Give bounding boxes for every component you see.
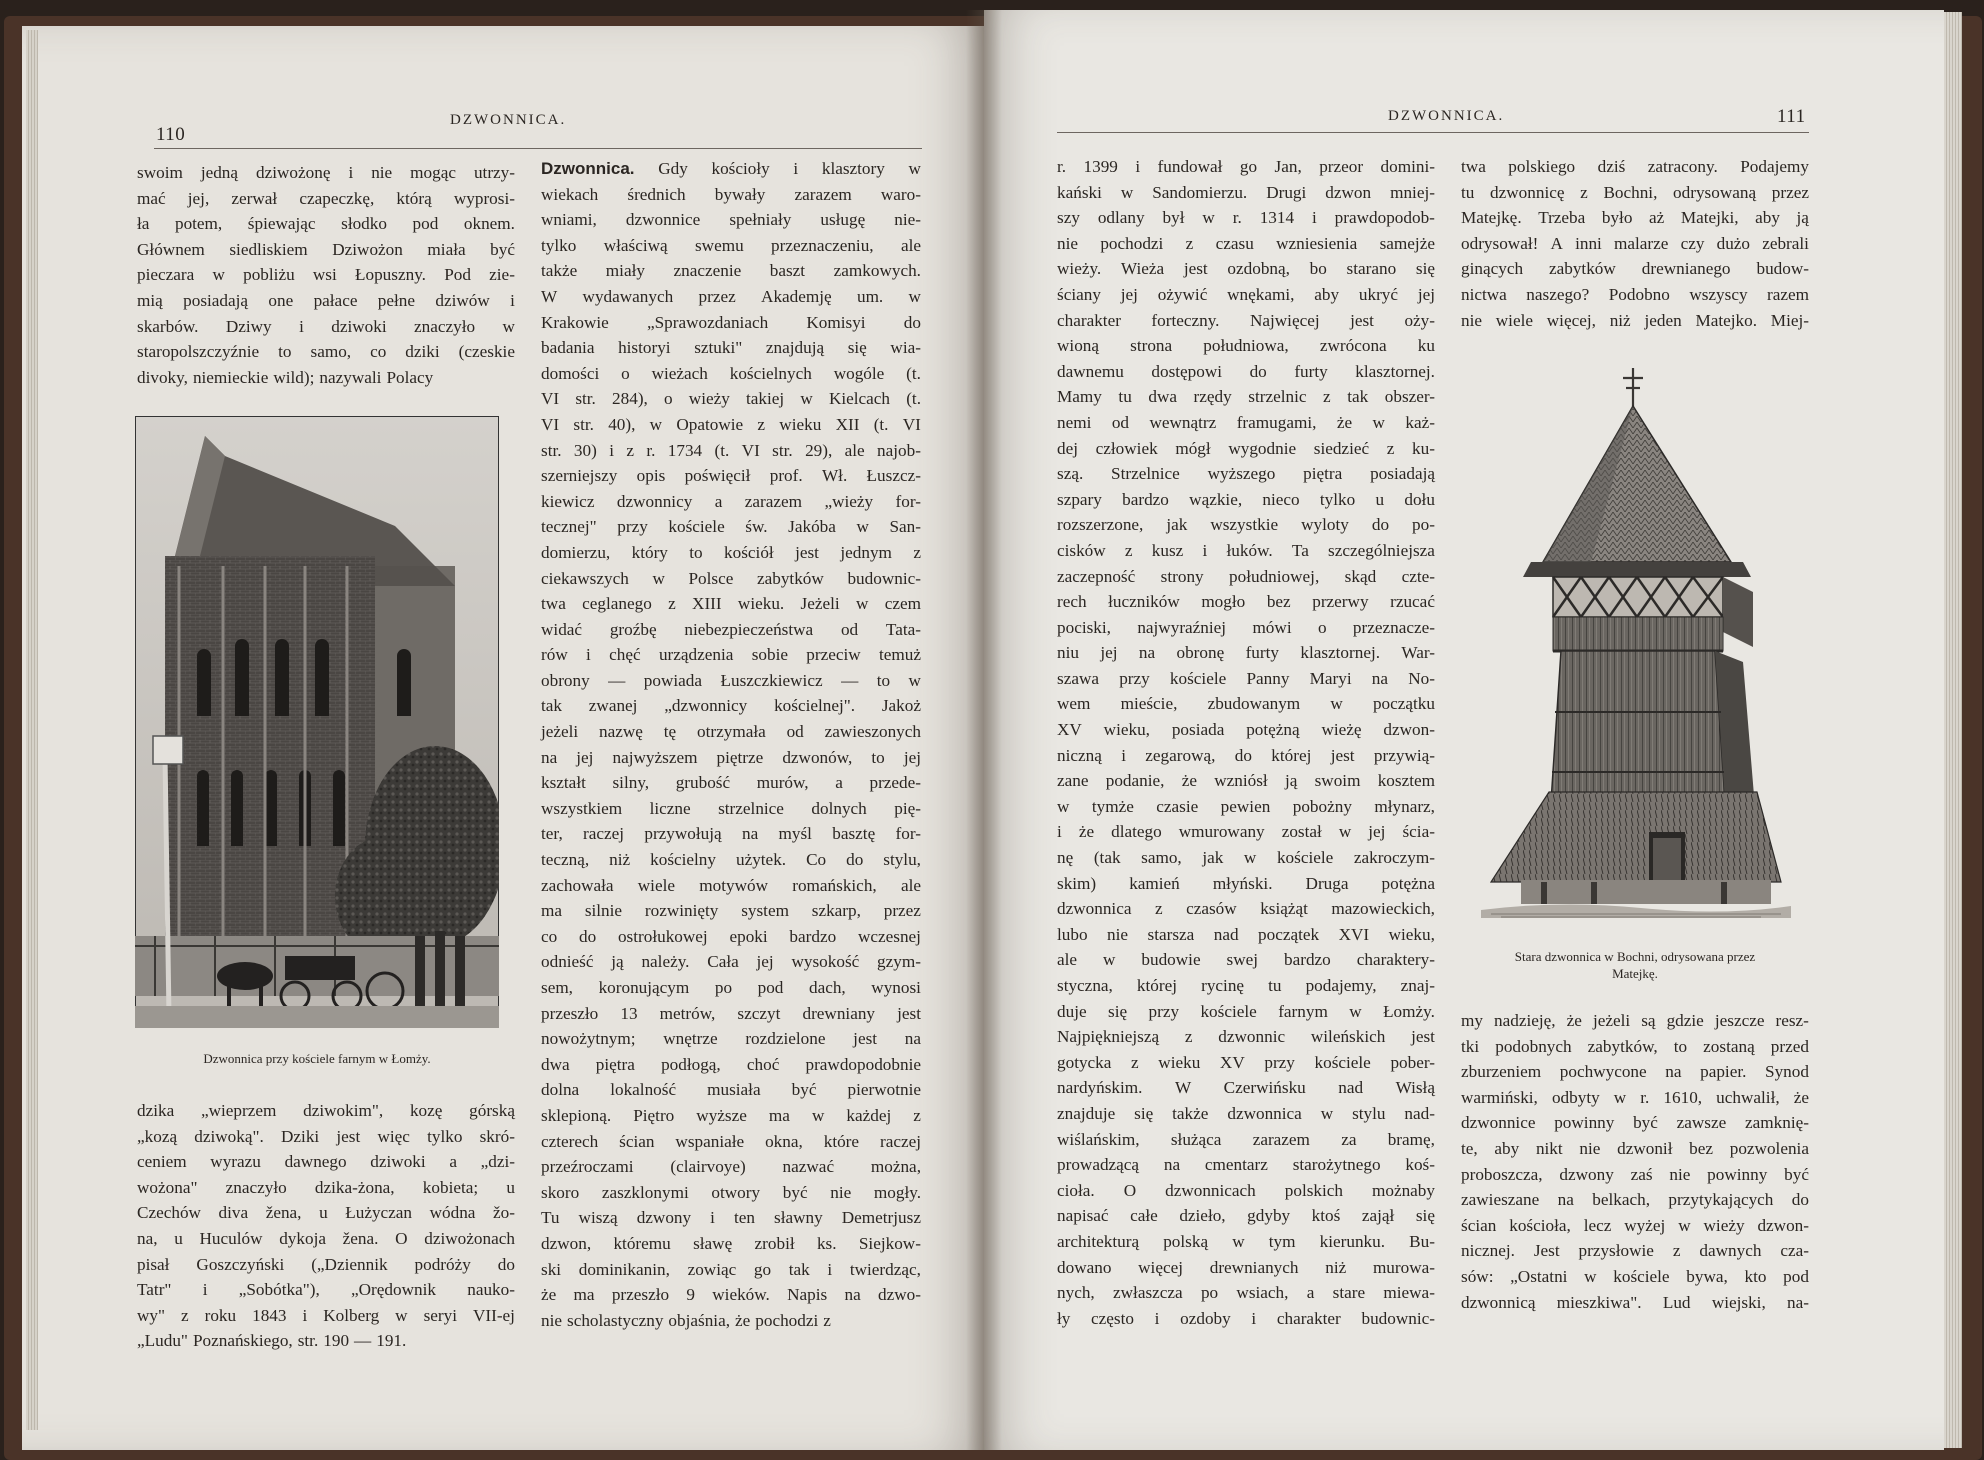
text-line: nie pochodzi z czasu wzniesienia samejże [1057, 233, 1435, 253]
text-line: wszystkiem liczne strzelnice dolnych pię- [541, 798, 921, 818]
text-line: niu jej na obronę furty klasztornej. War- [1057, 643, 1435, 663]
text-line: ma silnie rozwinięty system szkarp, przez [541, 901, 921, 921]
text-line: kształt silny, grubość murów, a przede- [541, 773, 921, 793]
text-line: sów: „Ostatni w kościele bywa, kto pod [1461, 1266, 1809, 1286]
text-line: nemi od wewnątrz framugami, że w każ- [1057, 412, 1435, 432]
text-line: staropolszczyźnie to samo, co dziki (czeskie [137, 342, 515, 362]
text-line: mać jej, zerwał czapeczkę, którą wyprosi- [137, 188, 515, 208]
text-line: Matejkę. Trzeba było aż Matejki, aby ją [1461, 208, 1809, 228]
text-line: my nadzieję, że jeżeli są gdzie jeszcze resz- [1461, 1011, 1809, 1030]
book-gutter [966, 10, 1002, 1450]
text-line: swoim jedną dziwożonę i nie mogąc utrzy- [137, 163, 515, 182]
text-line: Czechów diva žena, u Łużyczan wódna žo- [137, 1203, 515, 1223]
text-line: skoro zaszklonymi otwory być nie mogły. [541, 1182, 921, 1202]
text-line: tak zwanej „dzwonnicy kościelnej". Jakoż [541, 696, 921, 716]
text-line: rozszerzone, jak wszystkie wyloty do po- [1057, 515, 1435, 535]
text-line: dzika „wieprzem dziwokim", kozę górską [137, 1101, 515, 1120]
text-line: wożona" znaczyło dzika-żona, kobieta; u [137, 1177, 515, 1197]
text-line: domierzu, który to kościół jest jednym z [541, 542, 921, 562]
text-line: warmiński, odbyty w r. 1610, uchwalił, że [1461, 1087, 1809, 1107]
text-line: ciekawszych w Polsce zabytków budownic- [541, 568, 921, 588]
text-line: wiślańskim, służąca zarazem za bramę, [1057, 1129, 1435, 1149]
text-line: wiekach średnich bywały zarazem waro- [541, 184, 921, 204]
text-line: twa ceglanego z XIII wieku. Jeżeli w czem [541, 594, 921, 614]
text-line: znajduje się także dzwonnica w stylu nad- [1057, 1103, 1435, 1123]
text-line: W wydawanych przez Akademję um. w [541, 286, 921, 306]
header-rule-left [154, 148, 922, 149]
text-line: kiewicz dzwonnicy a zarazem „wieży for- [541, 491, 921, 511]
text-line: wem mieście, zbudowanym w początku [1057, 694, 1435, 714]
text-line: że ma przeszło 9 wieków. Napis na dzwo- [541, 1285, 921, 1305]
text-line: na, u Huculów dykoja žena. O dziwożonach [137, 1228, 515, 1248]
text-line: te, aby nikt nie dzwonił bez pozwolenia [1461, 1138, 1809, 1158]
left-column-1-top [137, 160, 515, 390]
text-line: cioła. O dzwonnicach polskich możnaby [1057, 1180, 1435, 1200]
text-line: nardyńskim. W Czerwińsku nad Wisłą [1057, 1078, 1435, 1098]
text-line: szerniejszy opis poświęcił prof. Wł. Łuszcz- [541, 466, 921, 486]
text-line: ale w budowie swej bardzo charaktery- [1057, 950, 1435, 970]
text-line: str. 30) i z r. 1734 (t. VI str. 29), ale najob- [541, 440, 921, 460]
text-line: zachowała wiele motywów romańskich, ale [541, 875, 921, 895]
text-line: „Ludu" Poznańskiego, str. 190 — 191. [137, 1331, 407, 1351]
text-line: lubo nie starsza nad początek XVI wieku, [1057, 924, 1435, 944]
text-line: charakter forteczny. Najwięcej jest oży- [1057, 310, 1435, 330]
text-line: dzwon, któremu sławę zrobił ks. Siejkow- [541, 1233, 921, 1253]
page-edges-left [26, 30, 38, 1430]
text-line: dzwonnica z czasów książąt mazowieckich, [1057, 899, 1435, 919]
running-head-left: DZWONNICA. [450, 112, 567, 128]
text-line: wy" z roku 1843 i Kolberg w seryi VII-ej [137, 1305, 515, 1325]
right-column-2-bottom [1461, 1008, 1809, 1315]
text-line: prowadzącą na cmentarz starożytnego koś- [1057, 1155, 1435, 1175]
article-heading: Dzwonnica. [541, 159, 635, 178]
text-line: pieczara w pobliżu wsi Łopuszny. Pod zie- [137, 265, 515, 285]
text-line: wioną strona południowa, zwrócona ku [1057, 336, 1435, 356]
text-line: ceniem wyrazu dawnego dziwoki a „dzi- [137, 1152, 515, 1172]
text-line: sem, koronującym po pod dach, wynosi [541, 978, 921, 997]
text-line: dzwonnicą mieszkiwa". Lud wiejski, na- [1461, 1292, 1809, 1312]
text-line: dej człowiek mógł wygodnie siedzieć z ku- [1057, 438, 1435, 458]
text-line: tecznej" przy kościele św. Jakóba w San- [541, 517, 921, 537]
text-line: niczną i zegarową, do której jest przywią- [1057, 745, 1435, 765]
lomza-tower-illustration [135, 416, 499, 1028]
text-line: Tu wiszą dzwony i ten sławny Demetrjusz [541, 1208, 921, 1228]
text-line: styczna, której rycinę tu podajemy, znaj- [1057, 976, 1435, 995]
text-line: tylko właściwą swemu przeznaczeniu, ale [541, 235, 921, 255]
text-line: r. 1399 i fundował go Jan, przeor domini- [1057, 157, 1435, 176]
text-line: szpary bardzo wązkie, nieco tylko u dołu [1057, 489, 1435, 509]
text-line: skim) kamień młyński. Druga potężna [1057, 873, 1435, 893]
text-line: jeżeli nazwę tę otrzymała od zawieszonych [541, 722, 921, 742]
text-line: mią posiadają one pałace pełne dziwów i [137, 290, 515, 310]
text-line: dawnemu dostępowi do furty klasztornej. [1057, 361, 1435, 381]
text-line: na jej najwyższem piętrze dzwonów, to jej [541, 747, 921, 767]
text-line: skarbów. Dziwy i dziwoki znaczyło w [137, 316, 515, 336]
text-line: dwa piętra podłogą, choć prawdopodobnie [541, 1054, 921, 1074]
text-line: ścian kościoła, lecz wyżej w wieży dzwon- [1461, 1215, 1809, 1235]
text-line: odrysował! A inni malarze czy dużo zebrali [1461, 233, 1809, 253]
text-line: ter, raczej przywołują na myśl basztę for- [541, 824, 921, 844]
text-line: ły często i ozdoby i charakter budownic- [1057, 1308, 1435, 1328]
running-head-right: DZWONNICA. [1388, 108, 1505, 124]
text-line: kański w Sandomierzu. Drugi dzwon mniej- [1057, 182, 1435, 202]
text-line: rech łuczników mogło bez przerwy rzucać [1057, 592, 1435, 612]
text-line: szy odlany był w r. 1314 i prawdopodob- [1057, 208, 1435, 228]
right-column-1 [1057, 154, 1435, 1331]
text-line: gotycka z wieku XV przy kościele pober- [1057, 1052, 1435, 1072]
text-line: ginących zabytków drewnianego budow- [1461, 259, 1809, 279]
header-rule-right [1057, 132, 1809, 133]
text-line: Dzwonnica. Gdy kościoły i klasztory w [541, 156, 921, 182]
text-line: ski dominikanin, zowiąc go tak i twierdząc, [541, 1259, 921, 1279]
text-line: widać groźbę niebezpieczeństwa od Tata- [541, 619, 921, 639]
text-line: architekturą polską w tym kierunku. Bu- [1057, 1231, 1435, 1251]
text-line: rów i chęć urządzenia sobie przeciw temuż [541, 645, 921, 665]
bochnia-caption-line-1: Stara dzwonnica w Bochni, odrysowana przez [1514, 949, 1756, 964]
text-line: teczną, niż kościelny użytek. Co do stylu, [541, 850, 921, 870]
lomza-figure-caption: Dzwonnica przy kościele farnym w Łomży. [203, 1051, 431, 1066]
text-line: Krakowie „Sprawozdaniach Komisyi do [541, 312, 921, 332]
right-column-2-top [1461, 154, 1809, 333]
text-line: nę (tak samo, jak w kościele zakroczym- [1057, 848, 1435, 868]
text-line: szą. Strzelnice wyższego piętra posiadają [1057, 464, 1435, 484]
text-line: VI str. 40), w Opatowie z wieku XII (t. VI [541, 414, 921, 434]
text-line: szawa przy kościele Panny Maryi na No- [1057, 668, 1435, 688]
text-line: zburzeniem pochwycone na papier. Synod [1461, 1062, 1809, 1082]
text-line: nie scholastyczny objaśnia, że pochodzi z [541, 1310, 831, 1330]
text-line: nowożytnym; wnętrze rozdzielone jest na [541, 1029, 921, 1049]
text-line: ściany jej ożywić wnękami, aby ukryć jej [1057, 284, 1435, 304]
text-line: twa polskiego dziś zatracony. Podajemy [1461, 157, 1809, 176]
text-line: divoky, niemieckie wild); nazywali Polacy [137, 367, 434, 387]
text-line: zawieszane na belkach, przytykających do [1461, 1190, 1809, 1210]
text-line: obrony — powiada Łuszczkiewicz — to w [541, 670, 921, 690]
page-number-left: 110 [156, 124, 186, 145]
text-line: wieży. Wieża jest ozdobną, bo starano się [1057, 259, 1435, 279]
text-line: tki podobnych zabytków, to zostaną przed [1461, 1036, 1809, 1056]
text-line: pisał Goszczyński („Dziennik podróży do [137, 1254, 515, 1274]
bochnia-caption-line-2: Matejkę. [1612, 966, 1658, 981]
text-line: „kozą dziwoką". Dziki jest więc tylko skró- [137, 1126, 515, 1146]
text-line: wniami, dzwonnice spełniały usługę nie- [541, 210, 921, 230]
text-line: ła potem, śpiewając słodko pod oknem. [137, 214, 515, 234]
left-page [22, 26, 984, 1450]
right-page [984, 10, 1944, 1450]
text-line: w tymże czasie pewien pobożny młynarz, [1057, 796, 1435, 816]
text-line: nych, zwłaszcza po wsiach, a stare miewa- [1057, 1283, 1435, 1303]
text-line: Mamy tu dwa rzędy strzelnic z tak obszer- [1057, 387, 1435, 407]
text-line: i że dlatego wmurowany został w jej ścia- [1057, 822, 1435, 842]
text-line: także miały znaczenie baszt zamkowych. [541, 261, 921, 281]
text-line: duje się przy kościele farnym w Łomży. [1057, 1001, 1435, 1021]
text-line: cisków z kusz i łuków. Ta szczególniejsza [1057, 540, 1435, 560]
text-line: Głównem siedliskiem Dziwożon miała być [137, 239, 515, 259]
text-line: czterech ścian wspaniałe okna, które raczej [541, 1131, 921, 1151]
text-line: nictwa naszego? Podobno wszyscy razem [1461, 284, 1809, 304]
text-line: napisać całe dzieło, gdyby ktoś zajął się [1057, 1206, 1435, 1226]
text-line: badania historyi sztuki" znajdują się wia- [541, 338, 921, 358]
text-line: proboszcza, dzwony zaś nie powinny być [1461, 1164, 1809, 1184]
text-line: Tatr" i „Sobótka"), „Orędownik nauko- [137, 1280, 515, 1300]
text-line: sklepioną. Piętro wyższe ma w każdej z [541, 1105, 921, 1125]
bochnia-figure-caption [1461, 948, 1809, 982]
text-line: VI str. 284), o wieży takiej w Kielcach (t. [541, 389, 921, 409]
bochnia-belfry-illustration [1481, 362, 1791, 932]
text-line: dolna lokalność musiała być pierwotnie [541, 1080, 921, 1100]
text-line: domości o wieżach kościelnych wogóle (t. [541, 363, 921, 383]
text-line: Najpiękniejszą z dzwonnic wileńskich jest [1057, 1027, 1435, 1047]
text-line: XV wieku, posiada potężną wieżę dzwon- [1057, 720, 1435, 740]
text-line: zaczepność strony południowej, skąd czte- [1057, 566, 1435, 586]
text-line: co do ostrołukowej epoki bardzo wczesnej [541, 926, 921, 946]
text-line: nicznej. Jest przysłowie z dawnych cza- [1461, 1241, 1809, 1261]
left-column-1-bottom [137, 1098, 515, 1354]
page-edges-right [1944, 12, 1962, 1448]
text-line: dowano więcej drewnianych niż murowa- [1057, 1257, 1435, 1277]
text-line: przeszło 13 metrów, szczyt drewniany jest [541, 1003, 921, 1023]
text-line: dzwonnice powinny być zawsze zamknię- [1461, 1113, 1809, 1133]
text-line: przeźroczami (clairvoye) nazwać można, [541, 1157, 921, 1177]
text-line: odnieść ją należy. Cała jej wysokość gzym- [541, 952, 921, 972]
left-column-2 [541, 156, 921, 1333]
text-line: tu dzwonnicę z Bochni, odrysowaną przez [1461, 182, 1809, 202]
text-line: pociski, najwyraźniej mówi o przeznacze- [1057, 617, 1435, 637]
page-number-right: 111 [1777, 106, 1806, 127]
text-line: zane podanie, że wzniósł ją swoim kosztem [1057, 771, 1435, 791]
text-line: nie wiele więcej, niż jeden Matejko. Miej- [1461, 310, 1809, 330]
